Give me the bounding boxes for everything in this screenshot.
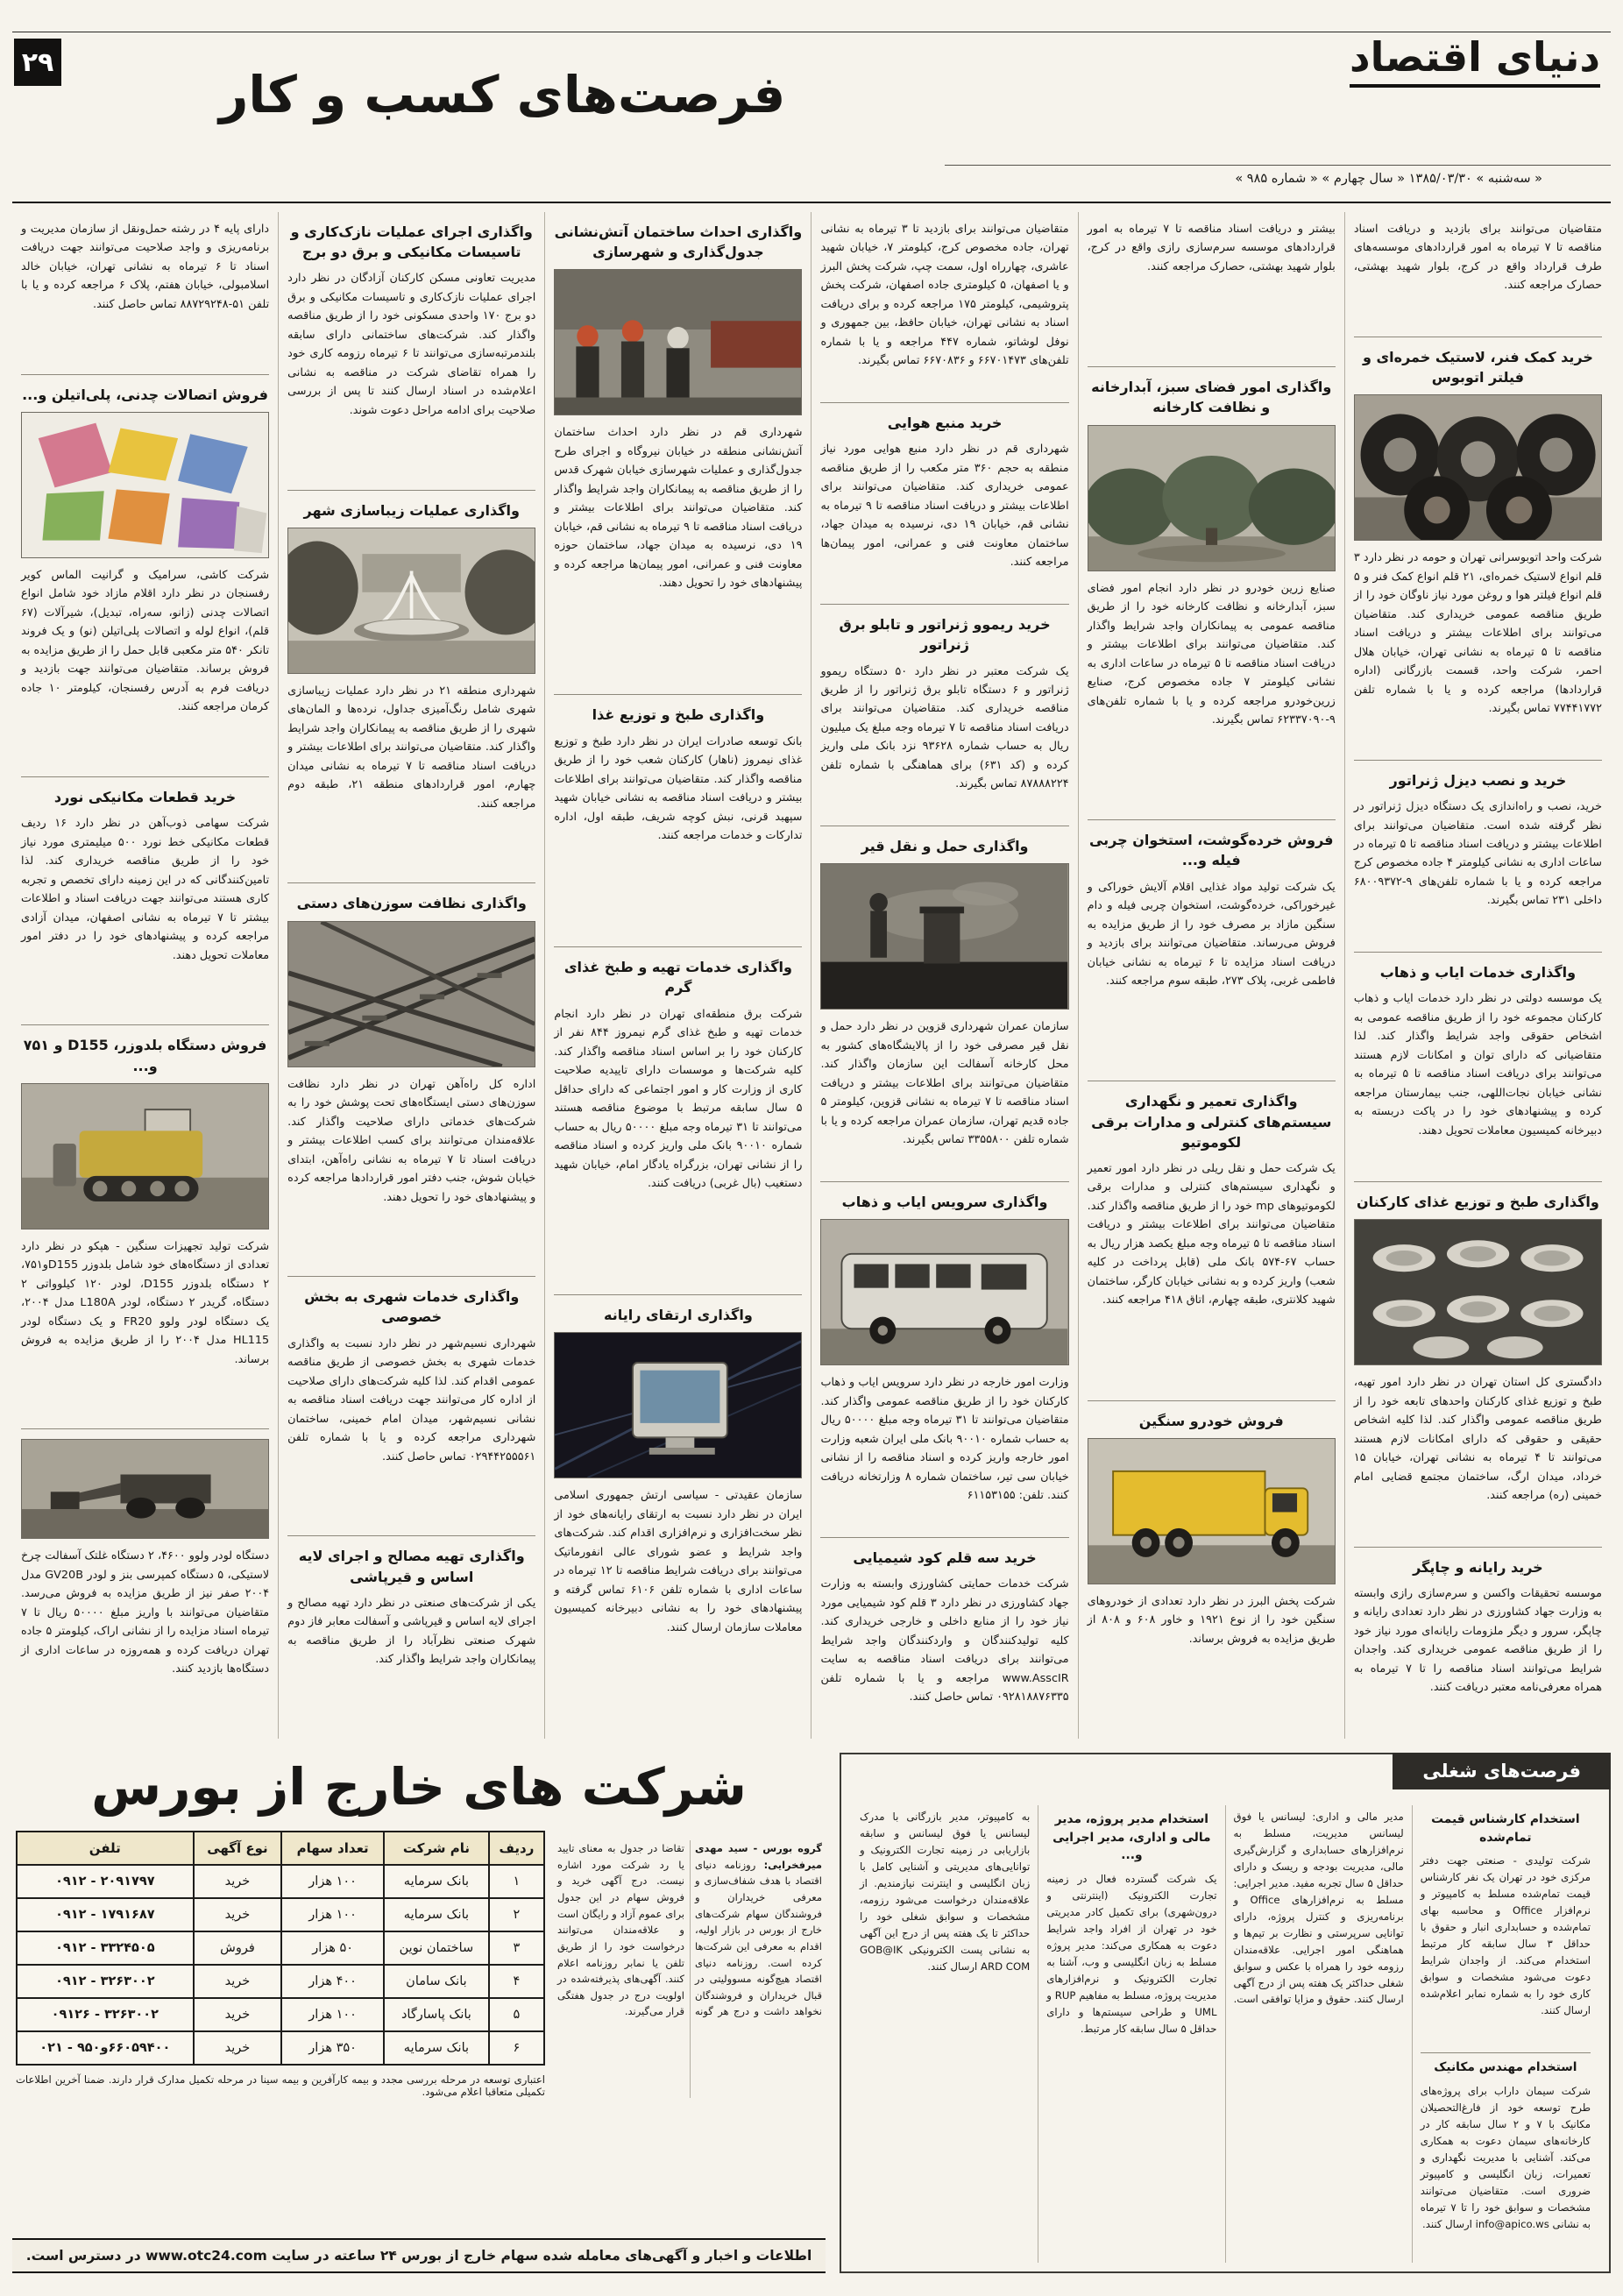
classified-columns [12, 212, 1611, 1739]
otc-table-row [17, 1865, 544, 1898]
ad-body: یک موسسه دولتی در نظر دارد خدمات ایاب و ذهاب کارکنان مجموعه خود را از طریق مناقصه عمومی به اشخاص حقوقی واجد شرایط واگذار کند. لذا متقاضیانی که دارای توان و امکانات لازم هستند می‌توانند برای دریافت اسناد مناقصه تا ۵ تیرماه به نشانی خیابان نجات‌اللهی، جنب بیمارستان مراجعه کرده و پیشنهادهای خود را در پاکت دربسته به دبیرخانه کمیسیون معاملات تحویل دهند. [1353, 992, 1602, 1137]
news-column-3 [811, 212, 1077, 1739]
otc-table-cell: بانک سرمایه [384, 2031, 489, 2065]
job-body: شرکت سیمان داراب برای پروژه‌های طرح توسعه خود از فارغ‌التحصیلان مکانیک با ۷ و ۲ سال سابقه کار در کارخانه‌های سیمان دعوت به همکاری می‌کند. آشنایی با مدیریت نگهداری و تعمیرات، زبان انگلیسی و کامپیوتر ضروری است. متقاضیان می‌توانند مشخصات و سوابق خود را تا ۷ تیرماه به نشانی info@apico.ws ارسال کنند. [1420, 2085, 1591, 2230]
otc-table-cell: ۱۰۰ هزار [281, 1998, 384, 2031]
otc-table-cell: ۳ [489, 1931, 544, 1965]
classified-ad [287, 882, 535, 1276]
otc-section-title: شرکت های خارج از بورس [91, 1757, 747, 1817]
firefighters-photo [554, 269, 802, 415]
ad-body: دستگاه لودر ولوو ۴۶۰۰، ۲ دستگاه غلتک آسفالت چرخ لاستیکی، ۵ دستگاه کمپرسی بنز و لودر GV20B مدل ۲۰۰۴ صفر نیز از طریق مزایده به فروش می‌رسد. متقاضیان می‌توانند با واریز مبلغ ۵۰۰۰۰ ریال تا ۷ تیرماه اسناد مزایده را از نشانی اراک، کیلومتر ۵ جاده تهران دریافت کرده و همه‌روزه در ساعات اداری از دستگاه‌ها بازدید کنند. [20, 1549, 270, 1676]
ad-body: دارای پایه ۴ در رشته حمل‌ونقل از سازمان مدیریت و برنامه‌ریزی و واجد صلاحیت می‌توانند جهت دریافت اسناد تا ۶ تیرماه به نشانی تهران، خیابان خالد اسلامبولی، خیابان هفتم، پلاک ۶ مراجعه کرده و یا با تلفن ۵۱-۸۸۷۲۹۲۴۸ تماس حاصل کنند. [20, 223, 270, 311]
job-headline: استخدام مدیر پروژه، مدیر مالی و اداری، مدیر اجرایی و... [1052, 1812, 1211, 1863]
jobs-column-3 [1038, 1805, 1224, 2263]
ad-headline: خرید و نصب دیزل ژنراتور [1389, 771, 1567, 789]
ad-headline: واگذاری ارتقای رایانه [604, 1307, 753, 1324]
jobs-section [840, 1753, 1611, 2273]
ad-body: متقاضیان می‌توانند برای بازدید و دریافت اسناد مناقصه تا ۷ تیرماه به امور قراردادهای موسسه‌های طرف قرارداد واقع در کرج، بلوار شهید بهشتی، حصارک مراجعه کنند. [1353, 223, 1602, 293]
continuation-text [820, 212, 1068, 402]
otc-table-header-cell: نوع آگهی [194, 1832, 282, 1865]
otc-table-cell: فروش [194, 1931, 282, 1965]
otc-table-cell: ساختمان نوین [384, 1931, 489, 1965]
classified-ad [21, 776, 269, 1024]
classified-ad [1088, 366, 1336, 819]
ad-headline: واگذاری تعمیر و نگهداری سیستم‌های کنترلی و مدارات برقی لکوموتیو [1091, 1093, 1332, 1151]
classified-ad [21, 1024, 269, 1428]
ad-body: بیشتر و دریافت اسناد مناقصه تا ۷ تیرماه به امور قراردادهای موسسه سرم‌سازی رازی واقع در کرج، بلوار شهید بهشتی، حصارک مراجعه کنند. [1087, 223, 1336, 273]
railway-photo [287, 921, 535, 1067]
header-bottom-rule [12, 202, 1611, 203]
otc-table-row [17, 2031, 544, 2065]
ad-headline: فروش خرده‌گوشت، استخوان چربی فیله و... [1088, 832, 1334, 869]
ad-headline: خرید سه قلم کود شیمیایی [853, 1549, 1037, 1567]
otc-content [16, 1831, 822, 2108]
park-photo [1088, 425, 1336, 571]
classified-ad [554, 212, 802, 694]
otc-table-header-cell: ردیف [489, 1832, 544, 1865]
job-ad [1234, 1805, 1404, 2263]
otc-table-cell: ۳۲۶۳۰۰۲ - ۰۹۱۲ [17, 1965, 194, 1998]
otc-table-cell: خرید [194, 1865, 282, 1898]
classified-ad [287, 490, 535, 883]
tires-photo [1354, 394, 1602, 541]
continuation-text [21, 1428, 269, 1739]
otc-table-cell: ۱۷۹۱۶۸۷ - ۰۹۱۲ [17, 1898, 194, 1931]
classified-ad [1354, 337, 1602, 760]
otc-table-cell: ۱۰۰ هزار [281, 1898, 384, 1931]
ad-headline: واگذاری خدمات ایاب و ذهاب [1379, 964, 1577, 981]
ad-headline: خرید کمک فنر، لاستیک خمره‌ای و فیلتر اتوبوس [1362, 349, 1593, 386]
continuation-text [21, 212, 269, 374]
ad-body: شرکت سهامی ذوب‌آهن در نظر دارد ۱۶ ردیف قطعات مکانیکی خط نورد ۵۰۰ میلیمتری مورد نیاز خود را از طریق مناقصه خریداری کند. لذا تامین‌کنندگانی که در این زمینه دارای تخصص و تجربه کاری هستند می‌توانند جهت دریافت اسناد و اطلاعات بیشتر تا ۷ تیرماه به نشانی اصفهان، میدان آزادی مراجعه کرده و پیشنهادهای خود را در دفتر امور معاملات تحویل دهند. [20, 817, 270, 962]
dateline-rule [945, 165, 1611, 166]
otc-table-cell: ۶ [489, 2031, 544, 2065]
ad-headline: واگذاری امور فضای سبز، آبدارخانه و نظافت کارخانه [1091, 379, 1332, 416]
news-column-1 [1344, 212, 1611, 1739]
ad-body: صنایع زرین خودرو در نظر دارد انجام امور فضای سبز، آبدارخانه و نظافت کارخانه خود را از طریق مناقصه عمومی به پیمانکاران واجد شرایط واگذار کند. متقاضیان می‌توانند برای اطلاعات بیشتر و دریافت اسناد مناقصه تا ۵ تیرماه در ساعات اداری به نشانی کیلومتر ۷ جاده مخصوص کرج، صنایع زرین‌خودرو مراجعه کرده و یا با شماره تلفن‌های ۹-۶۲۳۳۷۰۹۰ تماس بگیرند. [1087, 581, 1336, 726]
classified-ad [554, 694, 802, 946]
ad-headline: واگذاری احداث ساختمان آتش‌نشانی جدول‌گذاری و شهرسازی [554, 223, 803, 261]
ad-body: شرکت برق منطقه‌ای تهران در نظر دارد انجام خدمات تهیه و طبخ غذای گرم نیمروز ۸۴۴ نفر از کارکنان خود را بر اساس اسناد مناقصه واگذار کند. کلیه شرکت‌ها و موسسات دارای تاییدیه صلاحیت کاری از وزارت کار و امور اجتماعی که دارای حداقل ۵ سال سابقه مرتبط با موضوع مناقصه هستند می‌توانند تا ۳۱ تیرماه وجه مبلغ ۵۰۰۰۰ ریال به حساب شماره ۹۰۰۱۰ بانک ملی واریز کرده و اسناد مناقصه را از نشانی تهران، بزرگراه یادگار امام، خیابان شهید دستغیب (بال غربی) دریافت کنند. [554, 1007, 803, 1190]
otc-table-cell: ۳۳۲۴۵۰۵ - ۰۹۱۲ [17, 1931, 194, 1965]
ad-headline: واگذاری عملیات زیباسازی شهر [303, 501, 520, 519]
classified-ad [1354, 1547, 1602, 1739]
otc-table-wrap [16, 1831, 545, 2108]
job-ad [1421, 2052, 1591, 2263]
classified-ad [820, 604, 1068, 826]
otc-table-row [17, 1898, 544, 1931]
computer-photo [554, 1332, 802, 1478]
ad-body: شهرداری نسیم‌شهر در نظر دارد نسبت به واگذاری خدمات شهری به بخش خصوصی از طریق مناقصه عمومی اقدام کند. لذا کلیه شرکت‌های دارای صلاحیت از اداره کار می‌توانند جهت دریافت اسناد مناقصه به نشانی نسیم‌شهر، میدان امام خمینی، ساختمان شهرداری مراجعه کرده و یا با شماره تلفن ۰۲۹۴۴۲۵۵۵۶۱ تماس حاصل کنند. [287, 1336, 536, 1463]
otc-table-header-cell: تعداد سهام [281, 1832, 384, 1865]
ad-headline: خرید ریموو ژنراتور و تابلو برق ژنراتور [839, 616, 1051, 654]
otc-table-cell: ۵ [489, 1998, 544, 2031]
ad-headline: واگذاری طبخ و توزیع غذای کارکنان [1357, 1194, 1599, 1211]
page-number: ۲۹ [14, 39, 61, 86]
ad-body: یک شرکت تولید مواد غذایی اقلام آلایش خوراکی و غیرخوراکی، خرده‌گوشت، استخوان چربی فیله و دام سنگین مازاد بر مصرف خود را از طریق مزایده به فروش می‌رساند. متقاضیان می‌توانند برای بازدید و دریافت اسناد مزایده تا ۶ تیرماه به نشانی خیابان فاطمی غربی، پلاک ۲۷۳، طبقه سوم مراجعه کنند. [1087, 880, 1336, 989]
classified-ad [554, 1294, 802, 1739]
ad-body: شرکت خدمات حمایتی کشاورزی وابسته به وزارت جهاد کشاورزی در نظر دارد ۳ قلم کود شیمیایی مورد نیاز خود را از منابع داخلی و خارجی خریداری کند. کلیه تولیدکنندگان و واردکنندگان واجد شرایط می‌توانند برای دریافت اسناد مناقصه به سایت www.AsscIR مراجعه و یا با شماره تلفن ۰۹۲۸۱۸۸۷۶۳۳۵ تماس حاصل کنند. [820, 1577, 1069, 1704]
ad-headline: فروش اتصالات چدنی، پلی‌اتیلن و... [22, 386, 268, 403]
ad-body: موسسه تحقیقات واکسن و سرم‌سازی رازی وابسته به وزارت جهاد کشاورزی در نظر دارد تعدادی رایانه و چاپگر، سرور و دیگر ملزومات رایانه‌ای مورد نیاز خود را از طریق مناقصه عمومی خریداری کند. واجدان شرایط می‌توانند اسناد مناقصه را تا ۷ تیرماه به همراه معرفی‌نامه معتبر دریافت کنند. [1353, 1586, 1602, 1695]
classified-ad [820, 402, 1068, 604]
classified-ad [1354, 952, 1602, 1181]
ad-body: بانک توسعه صادرات ایران در نظر دارد طبخ و توزیع غذای نیمروز (ناهار) کارکنان شعب خود را از طریق مناقصه واگذار کند. متقاضیان می‌توانند برای اطلاعات بیشتر و دریافت اسناد مناقصه به نشانی خیابان شهید سپهبد قرنی، نبش کوچه شریف، طبقه اول، اداره تدارکات و خدمات مراجعه کنند. [554, 734, 803, 843]
ad-body: دادگستری کل استان تهران در نظر دارد امور تهیه، طبخ و توزیع غذای کارکنان واحدهای تابعه خود را از طریق مناقصه عمومی واگذار کند. لذا کلیه اشخاص حقیقی و حقوقی که دارای امکانات لازم هستند می‌توانند تا ۴ تیرماه به نشانی تهران، خیابان ۱۵ خرداد، میدان ارگ، ساختمان مجتمع قضایی امام خمینی (ره) مراجعه کنند. [1353, 1376, 1602, 1503]
jobs-column-1 [1412, 1805, 1598, 2263]
news-column-5 [278, 212, 544, 1739]
otc-section [12, 1753, 826, 2273]
plates-photo [1354, 1219, 1602, 1365]
ad-body: شهرداری قم در نظر دارد منبع هوایی مورد نیاز منطقه به حجم ۳۶۰ متر مکعب را از طریق مناقصه عمومی خریداری کند. متقاضیان می‌توانند برای اطلاعات بیشتر و دریافت اسناد مناقصه تا ۹ تیرماه به نشانی قم، خیابان ۱۹ دی، نرسیده به میدان جهاد، ساختمان معاونت فنی و عمرانی، امور پیمان‌ها مراجعه کنند. [820, 443, 1069, 570]
otc-table-cell: ۳۵۰ هزار [281, 2031, 384, 2065]
otc-table-cell: ۲ [489, 1898, 544, 1931]
job-body: شرکت تولیدی - صنعتی جهت دفتر مرکزی خود در تهران یک نفر کارشناس قیمت تمام‌شده مسلط به کامپیوتر و نرم‌افزار Office و محاسبه بهای تمام‌شده و حسابداری انبار و حقوق با حداقل ۳ سال سابقه کار مرتبط استخدام می‌کند. از واجدان شرایط دعوت می‌شود مشخصات و سوابق کاری خود را به شماره نمابر اعلام‌شده ارسال کنند. [1420, 1854, 1591, 2016]
classified-ad [1088, 1081, 1336, 1400]
bottom-sections [12, 1753, 1611, 2273]
ad-body: یک شرکت حمل و نقل ریلی در نظر دارد امور تعمیر و نگهداری سیستم‌های کنترلی و مدارات برقی لکوموتیوهای mp خود را از طریق مناقصه واگذار کند. متقاضیان می‌توانند برای اطلاعات بیشتر و دریافت اسناد مناقصه تا ۵ تیرماه وجه مبلغ یکصد هزار ریال به حساب ۶۷-۵۷۴ بانک ملی (قابل پرداخت در کلیه شعب) واریز کرده و به نشانی خیابان کارگر، ساختمان شهید کلانتری، طبقه چهارم، اتاق ۴۱۸ مراجعه کنند. [1087, 1161, 1336, 1307]
classified-ad [21, 374, 269, 776]
classified-ad [1088, 819, 1336, 1081]
dateline: « سه‌شنبه » ۱۳۸۵/۰۳/۳۰ « سال چهارم » « شماره ۹۸۵ » [1235, 172, 1542, 186]
otc-table-header-row [17, 1832, 544, 1865]
job-body: یک شرکت گسترده فعال در زمینه تجارت الکترونیک (اینترنتی و درون‌شهری) برای تکمیل کادر مدیریتی خود در تهران از افراد واجد شرایط دعوت به همکاری می‌کند: مدیر پروژه مسلط به زبان انگلیسی و وب، آشنا به تجارت الکترونیک و نرم‌افزارهای مدیریت پروژه، مسلط به مفاهیم RUP و UML و طراحی سیستم‌ها و دارای حداقل ۵ سال سابقه کار مرتبط. [1046, 1873, 1217, 2035]
ad-headline: خرید قطعات مکانیکی نورد [53, 789, 237, 806]
ad-body: متقاضیان می‌توانند برای بازدید تا ۳ تیرماه به نشانی تهران، جاده مخصوص کرج، کیلومتر ۷، خیابان شهید عاشری، چهارراه اول، سمت چپ، شرکت پخش البرز و یا اصفهان، ۵ کیلومتری جاده اصفهان، شرکت پخش پتروشیمی، کیلومتر ۱۷۵ مراجعه کرده و برای دریافت اسناد به نشانی تهران، خیابان حافظ، بین جمهوری و نوفل لوشاتو، شماره ۴۴۷ مراجعه و یا با شماره تلفن‌های ۶۶۷۰۱۴۷۳ و ۶۶۷۰۸۳۶ تماس بگیرند. [820, 223, 1069, 368]
classified-ad [1088, 1400, 1336, 1739]
classified-ad [554, 946, 802, 1294]
otc-table-cell: بانک سامان [384, 1965, 489, 1998]
ad-body: سازمان عقیدتی - سیاسی ارتش جمهوری اسلامی ایران در نظر دارد نسبت به ارتقای رایانه‌های خود از نظر سخت‌افزاری و نرم‌افزاری اقدام کند. شرکت‌های واجد شرایط و عضو شورای عالی انفورماتیک می‌توانند برای دریافت شرایط مناقصه تا ۱۲ تیرماه در ساعات اداری با شماره تلفن ۶۱۰۶ تماس گرفته و پیشنهادهای خود را به نشانی دبیرخانه کمیسیون معاملات سازمان ارسال کنند. [554, 1489, 803, 1634]
classified-ad [287, 212, 535, 490]
ad-body: وزارت امور خارجه در نظر دارد سرویس ایاب و ذهاب کارکنان خود را از طریق مناقصه عمومی واگذار کند. متقاضیان می‌توانند تا ۳۱ تیرماه وجه مبلغ ۵۰۰۰۰ ریال به حساب شماره ۹۰۰۱۰ بانک ملی ایران شعبه وزارت امور خارجه واریز کرده و اسناد مناقصه را از نشانی خیابان سی تیر، ساختمان شماره ۸ وزارتخانه دریافت کنند. تلفن: ۶۱۱۵۳۱۵۵ [820, 1376, 1069, 1503]
ad-headline: واگذاری طبخ و توزیع غذا [592, 706, 765, 724]
truck-photo [1088, 1438, 1336, 1584]
otc-note: اعتباری توسعه در مرحله بررسی مجدد و بیمه کارآفرین و بیمه سینا در مرحله تکمیل مدارک قرار دارند. ضمنا آخرین اطلاعات تکمیلی متعاقبا اعلام می‌شود. [16, 2073, 545, 2098]
otc-website-footer: اطلاعات و اخبار و آگهی‌های معامله شده سهام خارج از بورس ۲۴ ساعته در سایت www.otc24.com در دسترس است. [12, 2238, 826, 2273]
continuation-text [1088, 212, 1336, 366]
ad-headline: واگذاری حمل و نقل قیر [861, 838, 1029, 855]
otc-article-body: روزنامه دنیای اقتصاد با هدف شفاف‌سازی و معرفی خریداران و فروشندگان سهام شرکت‌های خارج از بورس در بازار اولیه، اقدام به معرفی این شرکت‌ها کرده است. روزنامه دنیای اقتصاد هیچ‌گونه مسوولیتی در قبال خریداران و فروشندگان نخواهد داشت و درج هر گونه تقاضا در جدول به معنای تایید یا رد شرکت مورد اشاره نیست. درج آگهی خرید و فروش سهام در این جدول برای عموم آزاد و رایگان است و علاقه‌مندان می‌توانند درخواست خود را از طریق تلفن یا نمابر روزنامه اعلام کنند. آگهی‌های پذیرفته‌شده در اولویت درج در جدول هفتگی قرار می‌گیرند. [557, 1842, 822, 2018]
otc-byline: گروه بورس - سید مهدی میرفخرایی: [695, 1842, 822, 1871]
tiles-photo [21, 412, 269, 558]
ad-body: خرید، نصب و راه‌اندازی یک دستگاه دیزل ژنراتور در نظر گرفته شده است. متقاضیان می‌توانند برای اطلاعات بیشتر و دریافت اسناد مناقصه تا ۵ تیرماه در ساعات اداری به نشانی کیلومتر ۴ جاده مخصوص کرج مراجعه کرده و یا با شماره تلفن‌های ۹-۶۸۰۰۹۳۷۲ داخلی ۲۳۱ تماس بگیرند. [1353, 800, 1603, 908]
ad-body: شرکت واحد اتوبوسرانی تهران و حومه در نظر دارد ۳ قلم انواع لاستیک خمره‌ای، ۲۱ قلم انواع کمک فنر و ۵ قلم انواع فیلتر هوا و روغن مورد نیاز ناوگان خود را از طریق مناقصه عمومی خریداری کند. متقاضیان می‌توانند برای اطلاعات بیشتر و دریافت اسناد مناقصه تا ۵ تیرماه به نشانی تهران، خیابان هلال احمر، شرکت واحد، قسمت بازرگانی (اداره قراردادها) مراجعه کرده و یا با شماره تلفن ۷۷۴۴۱۷۷۲ تماس بگیرند. [1353, 551, 1602, 716]
job-ad [860, 1805, 1030, 2263]
ad-headline: فروش خودرو سنگین [1138, 1412, 1284, 1429]
otc-table-cell: ۴ [489, 1965, 544, 1998]
jobs-column-2 [1225, 1805, 1412, 2263]
jobs-section-header: فرصت‌های شغلی [1393, 1753, 1611, 1789]
classified-ad [287, 1535, 535, 1739]
otc-table-cell: خرید [194, 2031, 282, 2065]
otc-table-cell: خرید [194, 1965, 282, 1998]
otc-table-cell: بانک سرمایه [384, 1898, 489, 1931]
asphalt-photo [820, 863, 1068, 1010]
otc-table-cell: ۴۰۰ هزار [281, 1965, 384, 1998]
van-photo [820, 1219, 1068, 1365]
otc-table-cell: ۵۰ هزار [281, 1931, 384, 1965]
ad-body: یکی از شرکت‌های صنعتی در نظر دارد تهیه مصالح و اجرای لایه اساس و قیرپاشی و آسفالت معابر فاز دوم شهرک صنعتی نظرآباد را از طریق مناقصه به پیمانکاران واجد شرایط واگذار کند. [287, 1596, 536, 1667]
ad-body: شرکت پخش البرز در نظر دارد تعدادی از خودروهای سنگین خود را از نوع ۱۹۲۱ و خاور ۶۰۸ و ۸۰۸ از طریق مزایده به فروش برساند. [1087, 1594, 1336, 1646]
bulldozer-photo [21, 1083, 269, 1229]
otc-table-cell: خرید [194, 1898, 282, 1931]
ad-body: مدیریت تعاونی مسکن کارکنان آزادگان در نظر دارد اجرای عملیات نازک‌کاری و تاسیسات مکانیکی و برق دو برج ۱۷۰ واحدی مسکونی خود را از طریق مناقصه واگذار کند. شرکت‌های ساختمانی دارای سابقه بلندمرتبه‌سازی می‌توانند تا ۶ تیرماه رزومه کاری خود را همراه تقاضای شرکت در مناقصه به نشانی اعلام‌شده در اسناد ارسال کنند تا پس از بررسی صلاحیت برای ادامه مراحل دعوت شوند. [287, 272, 536, 417]
news-column-2 [1078, 212, 1344, 1739]
ad-headline: فروش دستگاه بلدوزر، D155 و ۷۵۱ و... [23, 1037, 267, 1074]
otc-table-row [17, 1965, 544, 1998]
news-column-4 [544, 212, 811, 1739]
otc-table-cell: ۱۰۰ هزار [281, 1865, 384, 1898]
job-body: به کامپیوتر، مدیر بازرگانی با مدرک لیسانس یا فوق لیسانس و سابقه بازاریابی در زمینه تجارت الکترونیک و توانایی‌های مدیریتی و آشنایی کامل با زبان انگلیسی و اینترنت نیازمندیم. از علاقه‌مندان درخواست می‌شود رزومه، مشخصات و سوابق شغلی خود را حداکثر تا یک هفته پس از درج این آگهی به نشانی پست الکترونیکی GOB@IK ARD COM ارسال کنند. [860, 1811, 1031, 1973]
fountain-photo [287, 528, 535, 674]
ad-body: اداره کل راه‌آهن تهران در نظر دارد نظافت سوزن‌های دستی ایستگاه‌های تحت پوشش خود را به شرکت‌های خدماتی دارای صلاحیت واگذار کند. علاقه‌مندان می‌توانند برای کسب اطلاعات بیشتر و دریافت اسناد تا ۷ تیرماه به نشانی راه‌آهن، ابتدای خیابان شوش، جنب دفتر امور قراردادها مراجعه کرده و پیشنهادهای خود را تحویل دهند. [287, 1077, 536, 1204]
otc-table [16, 1831, 545, 2066]
otc-table-row [17, 1931, 544, 1965]
classified-ad [820, 1181, 1068, 1537]
job-body: مدیر مالی و اداری: لیسانس یا فوق لیسانس مدیریت، مسلط به نرم‌افزارهای حسابداری و گزارش‌گیری مالی، مدیریت بودجه و ریسک و دارای حداقل ۵ سال تجربه مفید. مدیر اجرایی: مسلط به نرم‌افزارهای Office و برنامه‌ریزی و کنترل پروژه، دارای توانایی سرپرستی و نظارت بر تیم‌ها و هماهنگی امور اجرایی. علاقه‌مندان رزومه خود را همراه با عکس و سوابق شغلی حداکثر یک هفته پس از درج آگهی ارسال کنند. حقوق و مزایا توافقی است. [1233, 1811, 1404, 2006]
classified-ad [1354, 760, 1602, 952]
otc-table-header-cell: نام شرکت [384, 1832, 489, 1865]
otc-table-cell: ۶۶۰۵۹۴۰۰و۹۵۰ - ۰۲۱ [17, 2031, 194, 2065]
ad-headline: واگذاری اجرای عملیات نازک‌کاری و تاسیسات مکانیکی و برق دو برج [290, 223, 533, 261]
ad-body: یک شرکت معتبر در نظر دارد ۵۰ دستگاه ریموو ژنراتور و ۶ دستگاه تابلو برق ژنراتور را از طریق مناقصه خریداری کند. متقاضیان می‌توانند برای دریافت اسناد مناقصه تا ۷ تیرماه وجه مبلغ یک میلیون ریال به حساب شماره ۹۳۶۲۸ نزد بانک ملی واریز کرده و (کد ۶۳۱) برای هماهنگی با شماره تلفن ۸۷۸۸۸۲۲۴ تماس بگیرند. [820, 664, 1069, 791]
ad-headline: واگذاری خدمات شهری به بخش خصوصی [304, 1288, 520, 1326]
ad-body: شرکت کاشی، سرامیک و گرانیت الماس کویر رفسنجان در نظر دارد اقلام مازاد خود شامل انواع اتصالات چدنی (زانو، سه‌راه، تبدیل)، شیرآلات (۶۷ قلم)، انواع لوله و اتصالات پلی‌اتیلن (نو) و یک فروند تانکر ۵۴۰ متر مکعبی قابل حمل را از طریق مزایده به فروش برساند. متقاضیان می‌توانند جهت بازدید و دریافت فرم به آدرس رفسنجان، کیلومتر ۱۰ جاده کرمان مراجعه کنند. [20, 568, 270, 714]
jobs-columns [852, 1805, 1598, 2263]
classified-ad [1354, 1181, 1602, 1547]
job-ad [1421, 1805, 1591, 2049]
ad-body: شرکت تولید تجهیزات سنگین - هپکو در نظر دارد تعدادی از دستگاه‌های خود شامل بلدوزر D155و۷۵۱، ۲ دستگاه بلدوزر D155، لودر ۱۲۰ کیلوواتی ۲ دستگاه، گریدر ۲ دستگاه، لودر L180A مدل ۲۰۰۴، یک دستگاه لودر ولوو FR20 و یک دستگاه لودر HL115 مدل ۲۰۰۴ را از طریق مزایده به فروش برساند. [20, 1239, 270, 1366]
otc-table-cell: بانک سرمایه [384, 1865, 489, 1898]
job-headline: استخدام مهندس مکانیک [1434, 2060, 1577, 2075]
job-ad [1046, 1805, 1216, 2263]
ad-headline: واگذاری سرویس ایاب و ذهاب [841, 1194, 1048, 1211]
ad-body: شهرداری قم در نظر دارد احداث ساختمان آتش‌نشانی منطقه در خیابان نیروگاه و اجرای طرح جدول‌گذاری و عملیات شهرسازی خیابان شهرک قدس را از طریق مناقصه به پیمانکاران واجد شرایط واگذار کند. متقاضیان می‌توانند برای اطلاعات بیشتر و دریافت اسناد مناقصه تا ۹ تیرماه به نشانی قم، خیابان ۱۹ دی، نرسیده به میدان جهاد، ساختمان حوزه معاونت فنی و عمرانی، امور پیمان‌ها مراجعه کرده و پیشنهادهای خود را تحویل دهند. [554, 426, 803, 591]
ad-headline: واگذاری خدمات تهیه و طبخ غذای گرم [563, 959, 792, 996]
loader-photo [21, 1439, 269, 1539]
job-headline: استخدام کارشناس قیمت تمام‌شده [1431, 1812, 1580, 1845]
otc-table-header-cell: تلفن [17, 1832, 194, 1865]
continuation-text [1354, 212, 1602, 337]
otc-table-cell: خرید [194, 1998, 282, 2031]
otc-article [557, 1840, 822, 2098]
ad-headline: خرید منبع هوایی [887, 415, 1003, 432]
ad-body: شهرداری منطقه ۲۱ در نظر دارد عملیات زیباسازی شهری شامل رنگ‌آمیزی جداول، نرده‌ها و المان‌های شهری را از طریق مناقصه به پیمانکاران واجد شرایط واگذار کند. متقاضیان می‌توانند برای اطلاعات بیشتر و دریافت اسناد مناقصه تا ۷ تیرماه به نشانی میدان چهارم، امور قراردادهای منطقه ۲۱، طبقه دوم مراجعه کنند. [287, 684, 536, 811]
ad-body: سازمان عمران شهرداری قزوین در نظر دارد حمل و نقل قیر مصرفی خود را از پالایشگاه‌های کشور به محل کارخانه آسفالت این سازمان واگذار کند. متقاضیان می‌توانند برای اطلاعات بیشتر و دریافت اسناد مناقصه تا ۷ تیرماه به نشانی قزوین، کیلومتر ۵ جاده قدیم تهران، سازمان عمران مراجعه کرده و یا با شماره تلفن ۳۳۵۵۸۰۰ تماس بگیرند. [820, 1020, 1069, 1147]
classified-ad [820, 1537, 1068, 1739]
otc-table-row [17, 1998, 544, 2031]
newspaper-logo: دنیای اقتصاد [1350, 37, 1600, 88]
otc-table-cell: بانک پاسارگاد [384, 1998, 489, 2031]
classified-ad [820, 826, 1068, 1181]
otc-table-cell: ۳۲۶۳۰۰۲ - ۰۹۱۲۶ [17, 1998, 194, 2031]
otc-table-cell: ۲۰۹۱۷۹۷ - ۰۹۱۲ [17, 1865, 194, 1898]
otc-table-cell: ۱ [489, 1865, 544, 1898]
news-column-6 [12, 212, 278, 1739]
classified-ad [287, 1276, 535, 1535]
page-title: فرصت‌های کسب و کار [219, 65, 786, 124]
jobs-column-4 [852, 1805, 1038, 2263]
ad-headline: واگذاری تهیه مصالح و اجرای لایه اساس و قیرپاشی [298, 1548, 525, 1585]
ad-headline: واگذاری نظافت سوزن‌های دستی [296, 895, 527, 912]
ad-headline: خرید رایانه و چاپگر [1413, 1558, 1543, 1576]
